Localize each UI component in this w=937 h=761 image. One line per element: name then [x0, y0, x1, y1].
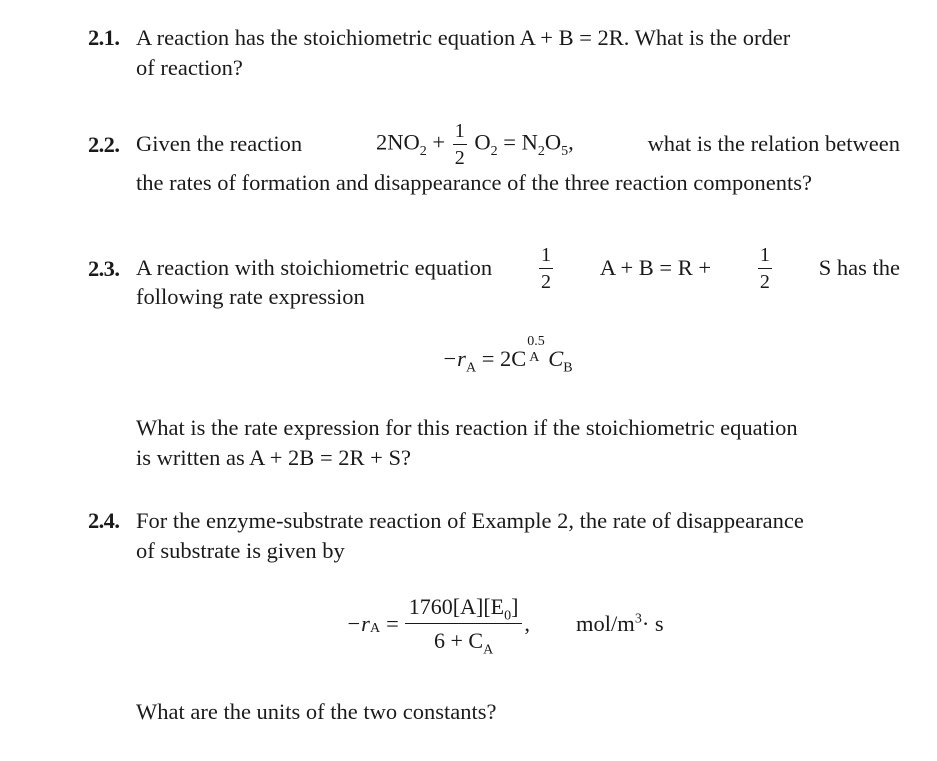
problem-number: 2.3.	[88, 256, 120, 281]
equals-sign: =	[503, 129, 516, 155]
product-n: N	[521, 129, 538, 155]
fraction-denominator: 2	[759, 270, 770, 293]
reaction-line	[136, 116, 900, 172]
plus-sign: +	[432, 129, 446, 155]
rate-fraction	[405, 594, 523, 658]
problem-text-line: of substrate is given by	[136, 538, 345, 563]
denominator-text: 6 + C	[433, 628, 484, 653]
problem-number: 2.1.	[88, 25, 120, 50]
subscript: 5	[561, 143, 569, 159]
fraction-denominator: 2	[454, 146, 465, 169]
problem-2-4-question	[88, 697, 900, 727]
problem-text-line: What is the rate expression for this reaction if the stoichiometric equation	[136, 415, 798, 440]
reaction-equation	[376, 121, 574, 168]
problem-number: 2.4.	[88, 508, 120, 533]
concentration-b: C	[548, 346, 564, 371]
fraction-numerator: 1	[758, 245, 772, 269]
given-text: Given the reaction	[136, 131, 303, 156]
equation-middle: A + B = R +	[599, 255, 712, 280]
rate-equation-2-4: −r A = $\frac{1760[A][E_0]}{6 + C_A}$ , mol/$m^3\cdot s$	[346, 594, 664, 658]
reactant-o2: O	[474, 129, 491, 155]
fraction-one-half	[539, 245, 553, 292]
problem-2-3-question	[88, 413, 900, 473]
intro-text: A reaction with stoichiometric equation	[136, 255, 493, 280]
comma: ,	[524, 611, 531, 636]
subscript: 0	[504, 608, 512, 624]
problem-text-line: What are the units of the two constants?	[136, 699, 497, 724]
problem-2-3	[88, 240, 900, 312]
problem-number: 2.2.	[88, 132, 120, 157]
reactant-no2: 2NO	[376, 129, 420, 155]
problem-2-2	[88, 116, 900, 198]
subscript: A	[465, 360, 477, 376]
concentration-exponent: 0.5 A	[527, 334, 545, 365]
units-text: mol/m	[576, 611, 635, 636]
problem-2-1	[88, 23, 900, 83]
fraction-one-half	[453, 121, 467, 168]
comma: ,	[568, 129, 574, 155]
subscript: 2	[490, 143, 498, 159]
subscript: 2	[419, 143, 427, 159]
subscript: 2	[537, 143, 545, 159]
superscript: 3	[634, 611, 642, 627]
problem-text-tail: what is the relation between	[647, 131, 900, 156]
product-o: O	[544, 129, 562, 155]
problem-text-line: of reaction?	[136, 55, 243, 80]
fraction-numerator: 1	[453, 121, 467, 145]
fraction-numerator: 1	[539, 245, 553, 269]
numerator-text: 1760[A][E	[408, 594, 505, 619]
fraction-numerator	[405, 596, 523, 624]
rate-equals: = 2C	[481, 346, 527, 371]
equals-sign: =	[386, 611, 399, 636]
subscript: B	[563, 360, 573, 376]
equation-end: S has the	[818, 255, 900, 280]
problem-text-line: the rates of formation and disappearance of the three reaction components?	[136, 170, 812, 195]
subscript: A	[483, 642, 494, 658]
problem-text-line: is written as A + 2B = 2R + S?	[136, 445, 411, 470]
units	[576, 609, 664, 639]
problem-2-4	[88, 506, 900, 566]
rate-expression-2-3	[442, 334, 573, 376]
problem-text-line: A reaction has the stoichiometric equation A + B = 2R. What is the order	[136, 25, 791, 50]
fraction-denominator	[433, 624, 494, 658]
rate-symbol: −r	[442, 346, 466, 371]
problem-text-line: For the enzyme-substrate reaction of Example 2, the rate of disappearance	[136, 508, 804, 533]
fraction-denominator: 2	[541, 270, 551, 293]
fraction-one-half	[758, 245, 772, 292]
problem-text-line: following rate expression	[136, 284, 365, 309]
units-end: · s	[641, 611, 664, 636]
numerator-end: ]	[511, 594, 519, 619]
rate-symbol: −r	[346, 611, 370, 636]
